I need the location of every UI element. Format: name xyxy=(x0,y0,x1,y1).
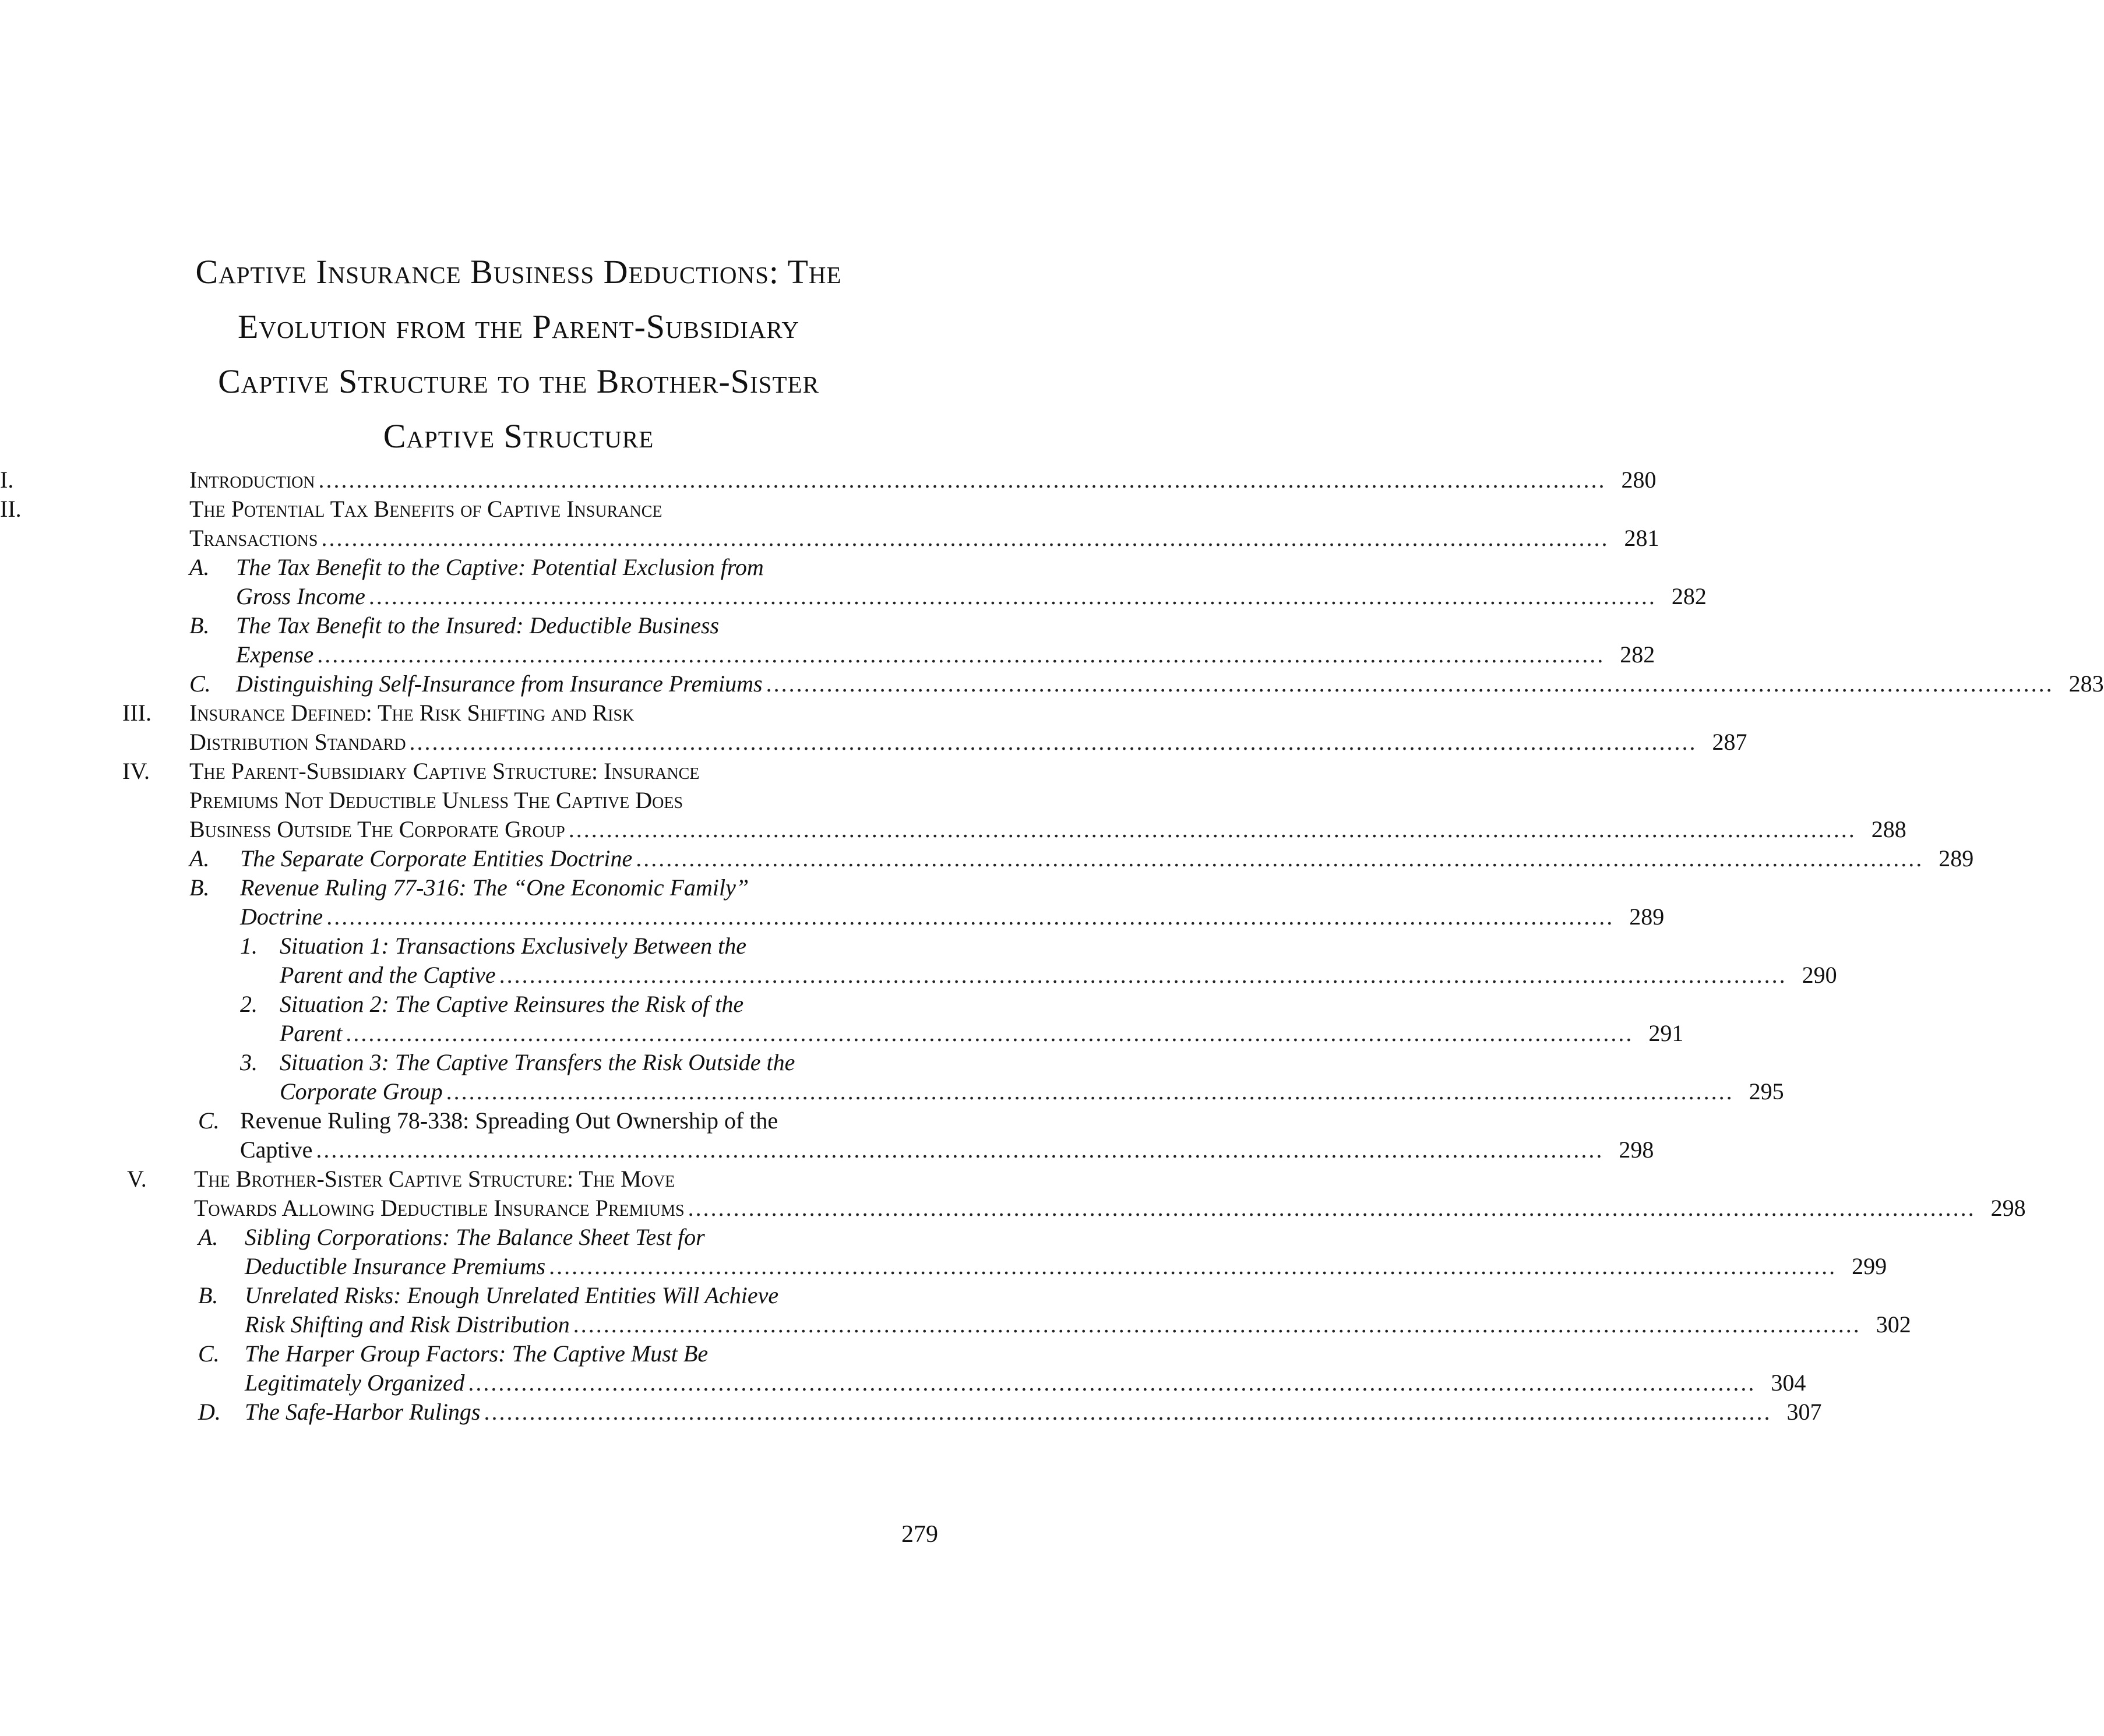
toc-number: A. xyxy=(189,554,210,580)
toc-heading: The Potential Tax Benefits of Captive Insurance xyxy=(189,496,662,522)
toc-entry-continuation xyxy=(0,728,1747,756)
toc-number: D. xyxy=(198,1399,221,1425)
toc-page-number: 302 xyxy=(1876,1311,1911,1338)
toc-entry-continuation xyxy=(0,641,1655,669)
toc-entry-subsection xyxy=(0,612,932,640)
toc-number: A. xyxy=(198,1224,218,1250)
toc-heading: Sibling Corporations: The Balance Sheet Test for xyxy=(245,1224,705,1250)
toc-number: 3. xyxy=(240,1049,258,1075)
toc-entry-continuation xyxy=(0,1311,1911,1339)
toc-page-number: 298 xyxy=(1990,1195,2026,1221)
title-line: Captive Structure to the Brother-Sister xyxy=(218,362,819,400)
toc-page-number: 280 xyxy=(1621,467,1657,493)
dot-leader: .......................................................................................................................................................................... xyxy=(766,671,2054,697)
toc-entry-subsection xyxy=(0,1107,932,1135)
toc-number: V. xyxy=(127,1166,147,1192)
toc-heading: The Brother-Sister Captive Structure: The Move xyxy=(194,1166,675,1192)
dot-leader: .......................................................................................................................................................................... xyxy=(573,1311,1861,1338)
toc-entry-subsection xyxy=(0,670,2104,698)
dot-leader: .......................................................................................................................................................................... xyxy=(321,525,1609,551)
toc-number: C. xyxy=(198,1107,220,1134)
dot-leader: .......................................................................................................................................................................... xyxy=(446,1078,1734,1105)
toc-entry-continuation xyxy=(0,1369,1806,1397)
toc-entry-subsection xyxy=(0,845,1974,873)
dot-leader: .......................................................................................................................................................................... xyxy=(318,467,1606,493)
toc-entry-continuation xyxy=(0,583,1707,611)
toc-page-number: 304 xyxy=(1771,1370,1806,1396)
toc-heading: Premiums Not Deductible Unless The Captive Does xyxy=(189,787,683,813)
toc-entry-continuation xyxy=(0,786,932,814)
toc-number: 2. xyxy=(240,991,258,1017)
toc-entry-subsection xyxy=(0,1223,932,1251)
toc-page-number: 307 xyxy=(1786,1399,1822,1425)
toc-heading: Doctrine xyxy=(240,904,323,930)
toc-entry-part-ii xyxy=(0,495,932,523)
dot-leader: .......................................................................................................................................................................... xyxy=(346,1020,1634,1046)
toc-page-number: 282 xyxy=(1620,641,1655,668)
dot-leader: .......................................................................................................................................................................... xyxy=(688,1195,1976,1221)
dot-leader: .......................................................................................................................................................................... xyxy=(317,641,1605,668)
dot-leader: .......................................................................................................................................................................... xyxy=(636,845,1924,871)
toc-heading: Expense xyxy=(236,641,314,668)
toc-heading: The Tax Benefit to the Captive: Potential Exclusion from xyxy=(236,554,764,580)
toc-heading: Transactions xyxy=(189,525,318,551)
toc-entry-part-v xyxy=(0,1165,932,1193)
toc-number: IV. xyxy=(122,758,150,784)
toc-heading: Distribution Standard xyxy=(189,729,406,755)
toc-heading: Parent and the Captive xyxy=(280,962,496,988)
toc-heading: Gross Income xyxy=(236,583,365,609)
toc-heading: The Safe-Harbor Rulings xyxy=(245,1399,481,1425)
toc-number: C. xyxy=(198,1340,220,1367)
toc-heading: Unrelated Risks: Enough Unrelated Entities Will Achieve xyxy=(245,1282,779,1308)
toc-entry-introduction xyxy=(0,466,1657,494)
toc-page-number: 282 xyxy=(1671,583,1707,609)
toc-number: 1. xyxy=(240,933,258,959)
toc-entry-part-iii xyxy=(0,699,932,727)
toc-heading: Revenue Ruling 78-338: Spreading Out Ownership of the xyxy=(240,1107,778,1134)
toc-entry-continuation xyxy=(0,903,1665,931)
toc-heading: Captive xyxy=(240,1137,313,1163)
toc-entry-subsection xyxy=(0,1340,932,1368)
toc-page-number: 298 xyxy=(1619,1137,1654,1163)
toc-entry-situation xyxy=(0,990,932,1018)
toc-heading: Insurance Defined: The Risk Shifting and Risk xyxy=(189,700,635,726)
toc-entry-subsection xyxy=(0,553,932,581)
toc-heading: Business Outside The Corporate Group xyxy=(189,816,565,842)
toc-entry-continuation xyxy=(0,1194,2026,1222)
toc-heading: Risk Shifting and Risk Distribution xyxy=(245,1311,570,1338)
toc-number: C. xyxy=(189,671,211,697)
toc-page-number: 287 xyxy=(1712,729,1747,755)
toc-entry-continuation xyxy=(0,1078,1784,1106)
dot-leader: .......................................................................................................................................................................... xyxy=(549,1253,1837,1279)
title-line: Captive Insurance Business Deductions: The xyxy=(195,253,842,291)
toc-number: A. xyxy=(189,845,210,871)
dot-leader: .......................................................................................................................................................................... xyxy=(409,729,1697,755)
toc-entry-continuation xyxy=(0,1252,1887,1280)
toc-heading: Situation 2: The Captive Reinsures the Risk of the xyxy=(280,991,744,1017)
toc-page-number: 299 xyxy=(1852,1253,1887,1279)
toc-entry-subsection xyxy=(0,1282,932,1310)
toc-number: B. xyxy=(198,1282,218,1308)
toc-entry-continuation xyxy=(0,1136,1654,1164)
toc-heading: The Separate Corporate Entities Doctrine xyxy=(240,845,633,871)
toc-number: B. xyxy=(189,874,210,901)
toc-heading: Situation 3: The Captive Transfers the Risk Outside the xyxy=(280,1049,795,1075)
toc-page-number: 291 xyxy=(1648,1020,1684,1046)
toc-page-number: 295 xyxy=(1749,1078,1784,1105)
dot-leader: .......................................................................................................................................................................... xyxy=(326,904,1615,930)
toc-heading: Revenue Ruling 77-316: The “One Economic Family” xyxy=(240,874,749,901)
dot-leader: .......................................................................................................................................................................... xyxy=(484,1399,1772,1425)
toc-entry-subsection xyxy=(0,1398,1822,1426)
title-line: Captive Structure xyxy=(383,417,654,455)
toc-page-number: 281 xyxy=(1624,525,1659,551)
title-line: Evolution from the Parent-Subsidiary xyxy=(237,308,800,345)
toc-number: III. xyxy=(122,700,151,726)
dot-leader: .......................................................................................................................................................................... xyxy=(316,1137,1604,1163)
dot-leader: .......................................................................................................................................................................... xyxy=(468,1370,1756,1396)
toc-heading: The Parent-Subsidiary Captive Structure: Insurance xyxy=(189,758,700,784)
toc-entry-situation xyxy=(0,1049,932,1077)
dot-leader: .......................................................................................................................................................................... xyxy=(499,962,1787,988)
toc-entry-part-iv xyxy=(0,757,932,785)
toc-heading: Introduction xyxy=(189,467,315,493)
dot-leader: .......................................................................................................................................................................... xyxy=(368,583,1657,609)
toc-number: B. xyxy=(189,612,210,638)
toc-page-number: 290 xyxy=(1802,962,1837,988)
toc-entry-situation xyxy=(0,932,932,960)
toc-heading: Parent xyxy=(280,1020,343,1046)
toc-entry-continuation xyxy=(0,524,1659,552)
toc-heading: The Harper Group Factors: The Captive Must Be xyxy=(245,1340,709,1367)
toc-entry-continuation xyxy=(0,816,1906,844)
toc-page-number: 289 xyxy=(1629,904,1665,930)
toc-entry-subsection xyxy=(0,874,932,902)
page-number: 279 xyxy=(901,1521,938,1548)
toc-page-number: 288 xyxy=(1871,816,1906,842)
toc-heading: Legitimately Organized xyxy=(245,1370,465,1396)
toc-heading: Distinguishing Self-Insurance from Insurance Premiums xyxy=(236,671,763,697)
toc-page-number: 289 xyxy=(1939,845,1974,871)
toc-number: II. xyxy=(0,496,22,522)
article-title xyxy=(105,245,932,464)
toc-heading: Towards Allowing Deductible Insurance Premiums xyxy=(194,1195,685,1221)
toc-heading: Corporate Group xyxy=(280,1078,443,1105)
toc-heading: Deductible Insurance Premiums xyxy=(245,1253,546,1279)
toc-heading: The Tax Benefit to the Insured: Deductible Business xyxy=(236,612,720,638)
toc-number: I. xyxy=(0,467,14,493)
toc-entry-continuation xyxy=(0,961,1837,989)
dot-leader: .......................................................................................................................................................................... xyxy=(568,816,1856,842)
toc-entry-continuation xyxy=(0,1019,1684,1047)
toc-heading: Situation 1: Transactions Exclusively Between the xyxy=(280,933,746,959)
toc-page-number: 283 xyxy=(2068,671,2104,697)
